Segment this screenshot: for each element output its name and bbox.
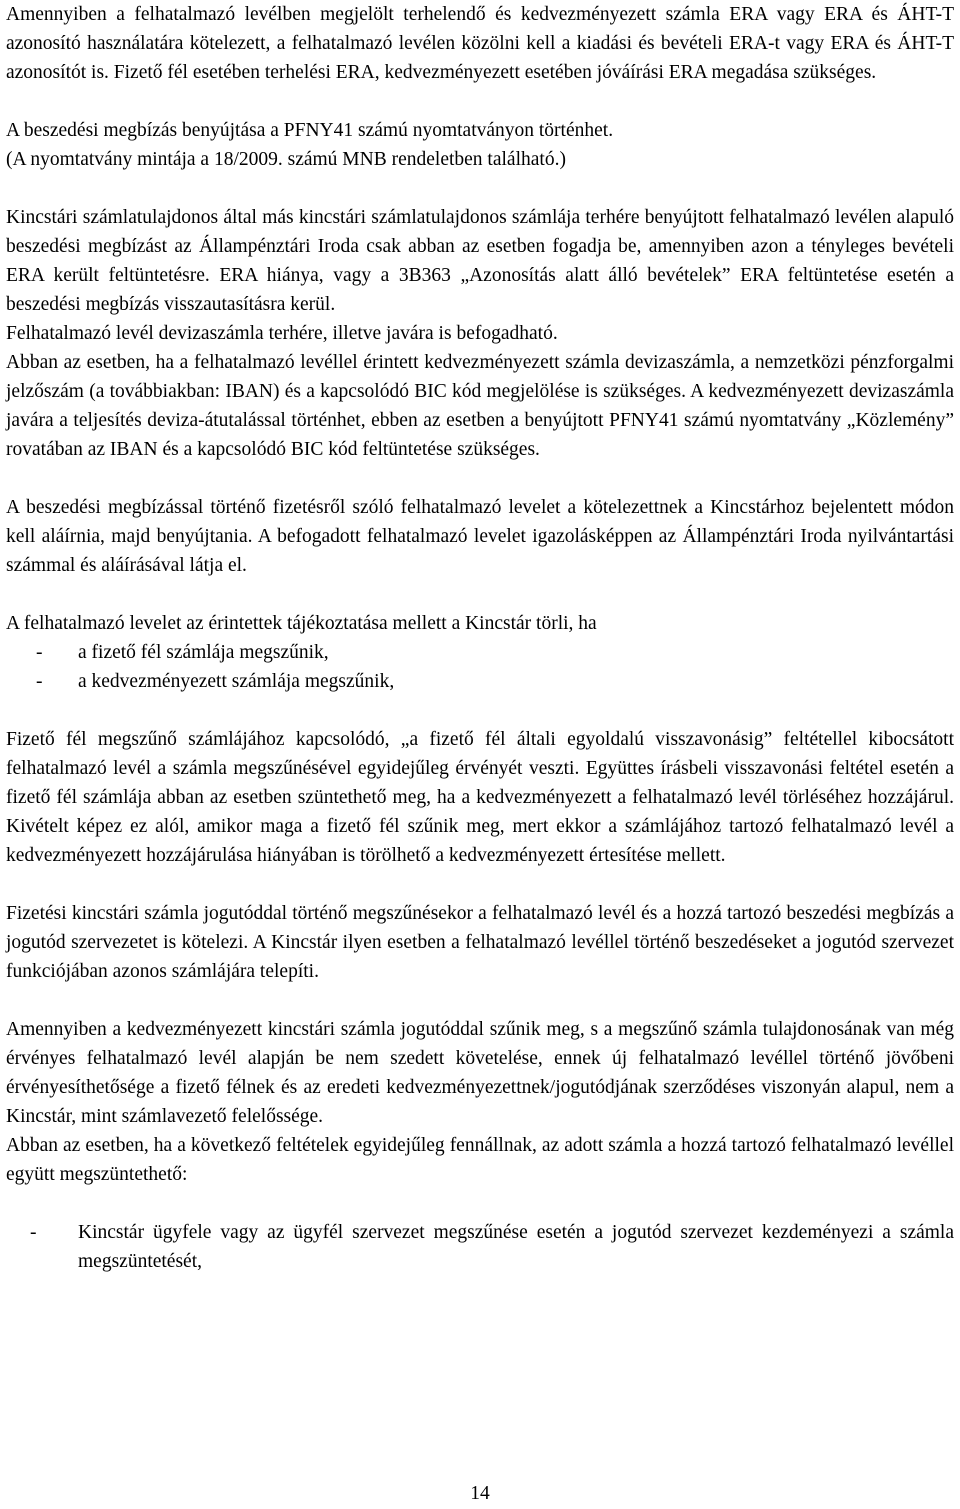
termination-conditions-list [6, 1218, 954, 1276]
paragraph-foreign-currency: Felhatalmazó levél devizaszámla terhére, illetve javára is befogadható. [6, 323, 558, 344]
paragraph-pfny41-form: A beszedési megbízás benyújtása a PFNY41 számú nyomtatványon történhet. [6, 120, 614, 141]
list-dash: - [30, 1222, 37, 1243]
list-item [6, 638, 954, 667]
paragraph-deletion-conditions: A felhatalmazó levelet az érintettek tájékoztatása mellett a Kincstár törli, ha [6, 613, 597, 634]
paragraph-era-identifiers: Amennyiben a felhatalmazó levélben megjelölt terhelendő és kedvezményezett számla ERA vagy ERA és ÁHT-T azonosító használatára kötelezett, a felhatalmazó levélen közölni kell a kiadási és bevételi ERA-t vagy ERA és ÁHT-T azonosítót is. Fizető fél esetében terhelési ERA, kedvezményezett esetében jóváírási ERA megadása szükséges. [6, 4, 954, 83]
list-item-text: Kincstár ügyfele vagy az ügyfél szervezet megszűnése esetén a jogutód szervezet kezdeményezi a számla megszüntetését, [78, 1222, 954, 1272]
document-page [6, 0, 954, 1276]
paragraph-iban-bic: Abban az esetben, ha a felhatalmazó levéllel érintett kedvezményezett számla devizaszámla, a nemzetközi pénzforgalmi jelzőszám (a továbbiakban: IBAN) és a kapcsolódó BIC kód megjelölése is szükséges. A kedvezményezett devizaszámla javára a teljesítés deviza-átutalással történhet, ebben az esetben a benyújtott PFNY41 számú nyomtatvány „Közlemény” rovatában az IBAN és a kapcsolódó BIC kód feltüntetése szükséges. [6, 352, 954, 460]
list-item [6, 667, 954, 696]
paragraph-termination-conditions: Abban az esetben, ha a következő feltételek egyidejűleg fennállnak, az adott számla a hozzá tartozó felhatalmazó levéllel együtt megszüntethető: [6, 1135, 954, 1185]
list-dash: - [36, 642, 43, 663]
paragraph-signature-submission: A beszedési megbízással történő fizetésről szóló felhatalmazó levelet a kötelezettnek a Kincstárhoz bejelentett módon kell aláírnia, majd benyújtania. A befogadott felhatalmazó levelet igazolásképpen az Állampénztári Iroda nyilvántartási számmal és aláírásával látja el. [6, 497, 954, 576]
paragraph-treasury-account-holder: Kincstári számlatulajdonos által más kincstári számlatulajdonos számlája terhére benyújtott felhatalmazó levélen alapuló beszedési megbízást az Állampénztári Iroda csak abban az esetben fogadja be, amennyiben azon a tényleges bevételi ERA került feltüntetésre. ERA hiánya, vagy a 3B363 „Azonosítás alatt álló bevételek” ERA feltüntetése esetén a beszedési megbízás visszautasításra kerül. [6, 207, 954, 315]
paragraph-legal-successor: Fizetési kincstári számla jogutóddal történő megszűnésekor a felhatalmazó levél és a hozzá tartozó beszedési megbízás a jogutód szervezetet is kötelezi. A Kincstár ilyen esetben a felhatalmazó levéllel történő beszedéseket a jogutód szervezet funkciójában azonos számlájára telepíti. [6, 903, 954, 982]
paragraph-beneficiary-successor: Amennyiben a kedvezményezett kincstári számla jogutóddal szűnik meg, s a megszűnő számla tulajdonosának van még érvényes felhatalmazó levél alapján be nem szedett követelése, ennek új felhatalmazó levéllel történő jövőbeni érvényesíthetősége a fizető félnek és az eredeti kedvezményezettnek/jogutódjának szerződéses viszonyán alapul, nem a Kincstár, mint számlavezető felelőssége. [6, 1019, 954, 1127]
list-item-text: a kedvezményezett számlája megszűnik, [78, 671, 395, 692]
list-dash: - [36, 671, 43, 692]
deletion-conditions-list [6, 638, 954, 696]
paragraph-form-sample: (A nyomtatvány mintája a 18/2009. számú MNB rendeletben található.) [6, 149, 566, 170]
list-item-text: a fizető fél számlája megszűnik, [78, 642, 329, 663]
list-item [6, 1218, 954, 1276]
paragraph-terminating-account: Fizető fél megszűnő számlájához kapcsolódó, „a fizető fél általi egyoldalú visszavonásig” feltétellel kibocsátott felhatalmazó levél a számla megszűnésével egyidejűleg érvényét veszti. Együttes írásbeli visszavonási feltétel esetén a fizető fél számlája abban az esetben szüntethető meg, ha a kedvezményezett a felhatalmazó levél törléséhez hozzájárul. Kivételt képez ez alól, amikor maga a fizető fél szűnik meg, mert ekkor a számlájához tartozó felhatalmazó levél a kedvezményezett hozzájárulása hiányában is törölhető a kedvezményezett értesítése mellett. [6, 729, 954, 866]
page-number: 14 [470, 1483, 490, 1504]
